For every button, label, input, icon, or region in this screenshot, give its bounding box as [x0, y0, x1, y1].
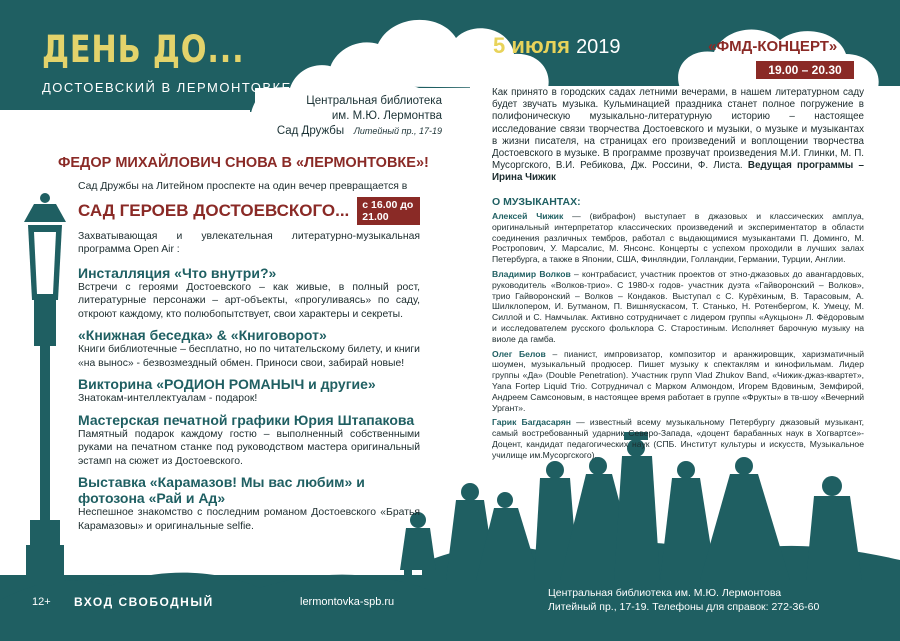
musicians-block	[492, 196, 864, 465]
section-title: Выставка «Карамазов! Мы вас любим» и фотозона «Рай и Ад»	[78, 474, 365, 506]
section-title: «Книжная беседка» & «Книговорот»	[78, 327, 327, 343]
section-exhibition	[78, 474, 420, 533]
date-day-month: 5 июля	[493, 33, 570, 58]
musician-name: Алексей Чижик	[492, 211, 564, 221]
footer-address	[548, 586, 848, 614]
concert-host: Ведущая программы – Ирина Чижик	[492, 160, 865, 184]
garden-title-row	[78, 197, 420, 225]
musician-entry	[492, 349, 864, 414]
musicians-heading: О МУЗЫКАНТАХ:	[492, 196, 581, 208]
website-link[interactable]: lermontovka-spb.ru	[300, 596, 395, 608]
event-subtitle: ДОСТОЕВСКИЙ В ЛЕРМОНТОВКЕ	[42, 80, 292, 95]
musician-bio: — известный всему музыкальному Петербургу джазовый музыкант, самый востребованный ударник Северо-Запада, «доцент барабанных наук в Хогвартсе»- Доцент, кандидат педагогических наук (СПБ. Институт культуры и искусств, Музыкальное училище им.Мусоргского).	[492, 417, 864, 460]
musician-name: Олег Белов	[492, 348, 546, 359]
musician-entry	[492, 417, 864, 460]
left-column	[58, 155, 429, 533]
musician-entry	[492, 211, 864, 265]
library-address	[250, 94, 442, 139]
event-date	[493, 33, 621, 59]
concert-time-badge: 19.00 – 20.30	[756, 61, 854, 79]
garden-title: САД ГЕРОЕВ ДОСТОЕВСКОГО...	[78, 200, 350, 220]
section-title: Викторина «РОДИОН РОМАНЫЧ и другие»	[78, 376, 376, 392]
musician-bio: — (вибрафон) выступает в джазовых и классических амплуа, оригинальный интерпретатор классических произведений и экспериментатор в области соединения различных тембров, работал с выдающимися музыкантами П. Доминго, М. Ростропович, У. Марсалис, М. Янсонс. Концерты с успехом проходили в лучших залах Петербурга, а также в Японии, США, Финляндии, Голландии, Германии, Турции, Англии.	[492, 211, 864, 265]
musician-bio: – пианист, импровизатор, композитор и аранжировщик, харизматичный шоумен, музыкальный продюсер. Пишет музыку к спектаклям и кинофильмам. Лидер группы «Да» (Double Penetration). Участник групп Vlad Zhukov Band, «Чижик-джаз-квартет», Yana Fortep Liquid Trio. Сотрудничал с Марком Алмондом, Игорем Вдовиным, Земфирой, Андреем Самсоновым, в настоящее время работает в группе «Фрукты» в тв-шоу «Вечерний Ургант».	[492, 348, 865, 413]
street-lamp	[24, 193, 66, 585]
footer-address-line-2: Литейный пр., 17-19. Телефоны для справок: 272-36-60	[548, 601, 820, 613]
section-text: Встречи с героями Достоевского – как живые, в полный рост, литературные персонажи – арт-объекты, «прогуливаясь» по саду, откроют каждому, кто полюбопытствует, свои характеры и секреты.	[78, 281, 420, 320]
free-entry: ВХОД СВОБОДНЫЙ	[74, 595, 214, 609]
section-text: Знатокам-интеллектуалам - подарок!	[78, 393, 258, 404]
section-list	[78, 265, 420, 534]
section-quiz	[78, 376, 420, 406]
library-line-2: им. М.Ю. Лермонтва	[331, 110, 442, 122]
age-rating: 12+	[32, 596, 51, 608]
footer-address-line-1: Центральная библиотека им. М.Ю. Лермонтова	[548, 587, 782, 599]
concert-intro	[492, 87, 864, 185]
library-line-1: Центральная библиотека	[306, 95, 442, 107]
section-book-gazebo	[78, 327, 420, 370]
section-text: Памятный подарок каждому гостю – выполненный собственными руками на печатном станке под руководством мастера оригинальный эстамп на сюжет из Достоевского.	[78, 428, 420, 467]
library-street: Литейный пр., 17-19	[353, 126, 442, 136]
musician-name: Владимир Волков	[492, 268, 571, 279]
left-headline: ФЕДОР МИХАЙЛОВИЧ СНОВА В «ЛЕРМОНТОВКЕ»!	[58, 155, 429, 171]
program-intro: Захватывающая и увлекательная литературно-музыкальная программа Open Air :	[78, 230, 420, 255]
garden-time-badge: с 16.00 до 21.00	[357, 197, 420, 225]
date-year: 2019	[576, 36, 621, 58]
section-installation	[78, 265, 420, 322]
section-text: Книги библиотечные – бесплатно, но по читательскому билету, и книги «на вынос» - безвозмездный обмен. Приноси свои, забирай новые!	[78, 344, 420, 369]
section-print-workshop	[78, 412, 420, 469]
section-title: Инсталляция «Что внутри?»	[78, 264, 277, 281]
library-line-3	[250, 124, 442, 139]
library-garden: Сад Дружбы	[276, 125, 345, 137]
concert-intro-text: Как принято в городских садах летними вечерами, в нашем литературном саду будет звучать музыка. Кульминацией праздника станет полное погружение в полифоническую музыкально-литературную историю – настоящее исследование связи творчества Достоевского и музыки, о музыке и музыкантах в жизни писателя, на страницах его произведений и воплощении творчества Достоевского в музыке. В программе прозвучат произведения М.И. Глинки, М. П. Мусоргского, В.И. Ребикова, Дж. Россини, Ф. Листа.	[492, 87, 864, 172]
musician-name: Гарик Багдасарян	[492, 417, 571, 428]
musician-entry	[492, 269, 864, 345]
garden-intro: Сад Дружбы на Литейном проспекте на один вечер превращается в	[78, 181, 408, 192]
section-title: Мастерская печатной графики Юрия Штапакова	[78, 411, 415, 428]
musician-bio: – контрабасист, участник проектов от этно-джазовых до авангардовых, руководитель «Волков-трио». С 1980-х годов- участник дуэта «Гайворонский – Волков», трио Гайворонский – Волков – Кондаков. Выступал с С. Курёхиным, В. Тарасовым, А. Шилклопером, И. Бутманом, П. Вишняускасом, Т. Станько, Н. Ротенбергом, К. Умецу, М. Силлой и С. Намчылак. Активно сотрудничает с лидером группы «Аукцыон» Л. Фёдоровым и исследователем русского фольклора С. Старостиным. Исполняет барочную музыку на виоле да гамба.	[492, 268, 864, 344]
event-title: ДЕНЬ ДО...	[42, 28, 245, 71]
section-text: Неспешное знакомство с последним романом Достоевского «Братья Карамазовы» и оригинальные selfie.	[78, 507, 420, 532]
concert-title: «ФМД-КОНЦЕРТ»	[708, 38, 838, 55]
